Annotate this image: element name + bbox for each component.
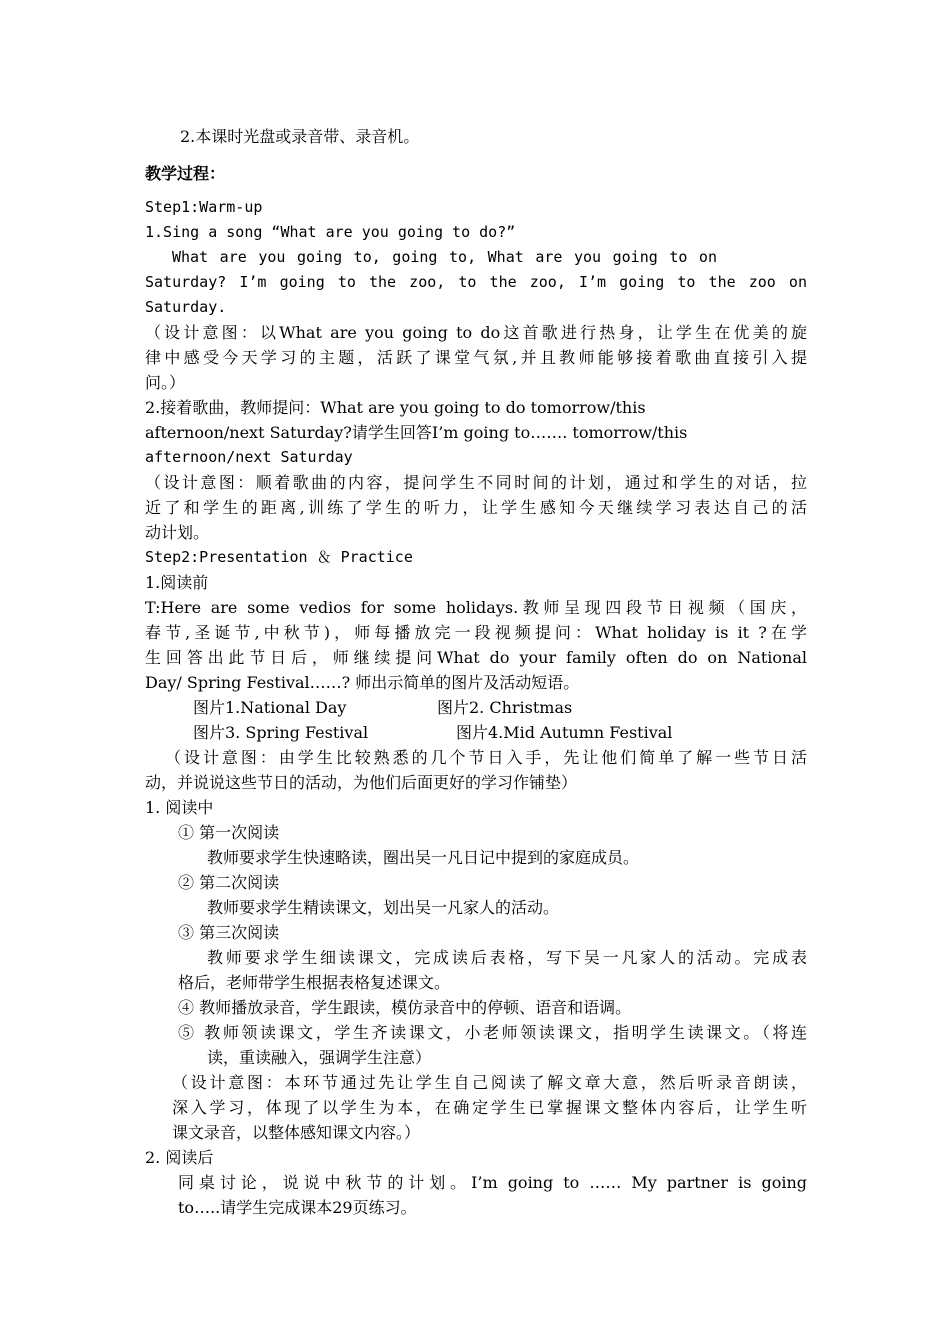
- step1-item-2-line-2: afternoon/next Saturday?请学生回答I’m going to……. tomorrow/this: [145, 423, 688, 442]
- design-intent-1-line-3: 问。）: [145, 373, 186, 392]
- section-heading-teaching-process: 教学过程：: [145, 164, 226, 183]
- design-intent-4-line-1: （设计意图：本环节通过先让学生自己阅读了解文章大意，然后听录音朗读，: [172, 1073, 807, 1092]
- design-intent-2-line-1: （设计意图：顺着歌曲的内容，提问学生不同时间的计划，通过和学生的对话，拉: [145, 473, 807, 492]
- step2-heading: Step2:Presentation ＆ Practice: [145, 548, 413, 566]
- design-intent-1-line-2: 律中感受今天学习的主题，活跃了课堂气氛,并且教师能够接着歌曲直接引入提: [145, 348, 807, 367]
- picture-2-caption: 图片2. Christmas: [437, 698, 573, 717]
- design-intent-3-line-1: （设计意图：由学生比较熟悉的几个节日入手，先让他们简单了解一些节日活: [165, 748, 807, 767]
- third-reading-heading: ③ 第三次阅读: [178, 923, 280, 942]
- song-lyrics-line-2: Saturday? I’m going to the zoo, to the zoo, I’m going to the zoo on: [145, 273, 807, 291]
- reading-step-5-line-2: 读，重读融入，强调学生注意）: [207, 1048, 432, 1067]
- pre-reading-line-1: T:Here are some vedios for some holidays.教师呈现四段节日视频（国庆，: [145, 598, 807, 617]
- post-reading-line-2: to…..请学生完成课本29页练习。: [178, 1198, 417, 1217]
- third-reading-text-line-1: 教师要求学生细读课文，完成读后表格，写下吴一凡家人的活动。完成表: [207, 948, 807, 967]
- post-reading-heading: 2. 阅读后: [145, 1148, 214, 1167]
- third-reading-text-line-2: 格后，老师带学生根据表格复述课文。: [178, 973, 451, 992]
- design-intent-3-line-2: 动，并说说这些节日的活动，为他们后面更好的学习作铺垫）: [145, 773, 578, 792]
- design-intent-4-line-2: 深入学习，体现了以学生为本，在确定学生已掌握课文整体内容后，让学生听: [172, 1098, 807, 1117]
- picture-3-caption: 图片3. Spring Festival: [193, 723, 369, 742]
- song-lyrics-line-3: Saturday.: [145, 298, 227, 316]
- material-item-2: 2.本课时光盘或录音带、录音机。: [180, 127, 420, 146]
- first-reading-heading: ① 第一次阅读: [178, 823, 280, 842]
- pre-reading-line-3: 生回答出此节日后，师继续提问What do your family often do on National: [145, 648, 807, 667]
- design-intent-1-line-1: （设计意图：以What are you going to do这首歌进行热身，让学生在优美的旋: [145, 323, 807, 342]
- picture-4-caption: 图片4.Mid Autumn Festival: [456, 723, 673, 742]
- second-reading-heading: ② 第二次阅读: [178, 873, 280, 892]
- pre-reading-line-2: 春节,圣诞节,中秋节)，师每播放完一段视频提问：What holiday is it ?在学: [145, 623, 807, 642]
- step1-item-1: 1.Sing a song “What are you going to do?”: [145, 223, 516, 241]
- step1-item-2-line-3: afternoon/next Saturday: [145, 448, 353, 466]
- reading-step-5-line-1: ⑤ 教师领读课文，学生齐读课文，小老师领读课文，指明学生读课文。（将连: [178, 1023, 807, 1042]
- design-intent-2-line-2: 近了和学生的距离,训练了学生的听力，让学生感知今天继续学习表达自己的活: [145, 498, 807, 517]
- design-intent-2-line-3: 动计划。: [145, 523, 210, 542]
- first-reading-text: 教师要求学生快速略读，圈出吴一凡日记中提到的家庭成员。: [207, 848, 640, 867]
- song-lyrics-line-1: What are you going to, going to, What are you going to on: [172, 248, 717, 266]
- step1-heading: Step1:Warm-up: [145, 198, 263, 216]
- pre-reading-line-4: Day/ Spring Festival……? 师出示简单的图片及活动短语。: [145, 673, 580, 692]
- reading-step-4: ④ 教师播放录音，学生跟读，模仿录音中的停顿、语音和语调。: [178, 998, 632, 1017]
- second-reading-text: 教师要求学生精读课文，划出吴一凡家人的活动。: [207, 898, 560, 917]
- picture-1-caption: 图片1.National Day: [193, 698, 347, 717]
- design-intent-4-line-3: 课文录音，以整体感知课文内容。）: [172, 1123, 421, 1142]
- pre-reading-heading: 1.阅读前: [145, 573, 209, 592]
- post-reading-line-1: 同桌讨论，说说中秋节的计划。I’m going to …… My partner is going: [178, 1173, 807, 1192]
- step1-item-2-line-1: 2.接着歌曲，教师提问：What are you going to do tomorrow/this: [145, 398, 646, 417]
- while-reading-heading: 1. 阅读中: [145, 798, 214, 817]
